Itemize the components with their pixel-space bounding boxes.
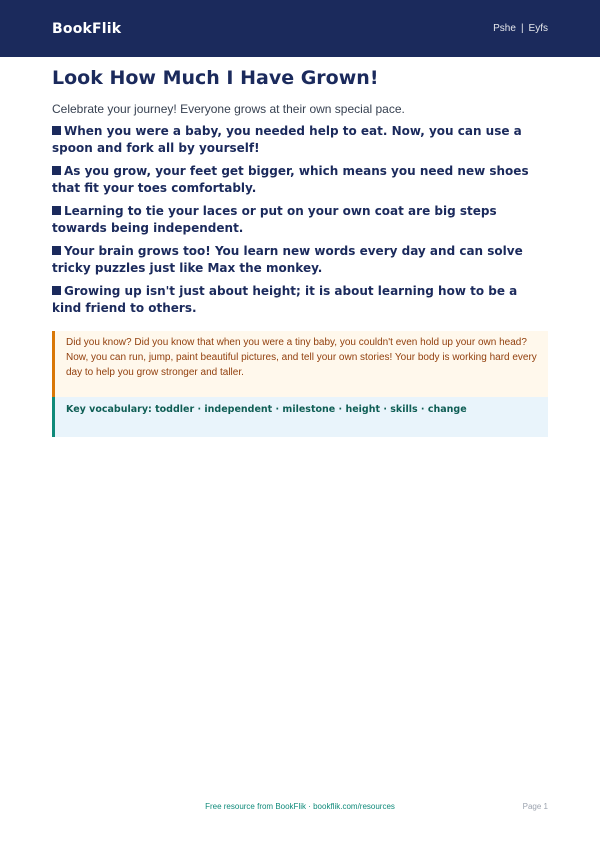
key-point-text: Your brain grows too! You learn new words every day and can solve tricky puzzles just like Max the monkey. (52, 244, 523, 275)
page-title: Look How Much I Have Grown! (52, 67, 379, 89)
key-point-text: Growing up isn't just about height; it is about learning how to be a kind friend to others. (52, 284, 518, 315)
page-header (0, 0, 600, 57)
key-point (52, 163, 548, 197)
footer-credit: Free resource from BookFlik · bookflik.com/resources (205, 802, 395, 811)
intro-text: Celebrate your journey! Everyone grows at their own special pace. (52, 102, 405, 116)
key-vocabulary-box: Key vocabulary: toddler · independent · milestone · height · skills · change (52, 397, 548, 437)
did-you-know-callout: Did you know? Did you know that when you were a tiny baby, you couldn't even hold up your own head? Now, you can run, jump, paint beautiful pictures, and tell your own stories! Your body is working hard every day to help you grow stronger and taller. (52, 331, 548, 397)
page-number: Page 1 (522, 802, 548, 811)
key-point-text: As you grow, your feet get bigger, which means you need new shoes that fit your toes comfortably. (52, 164, 529, 195)
square-bullet-icon (52, 246, 61, 255)
subject-label: Pshe (493, 23, 516, 34)
key-point (52, 123, 548, 157)
header-meta (493, 23, 548, 34)
square-bullet-icon (52, 286, 61, 295)
key-point-text: Learning to tie your laces or put on your own coat are big steps towards being independent. (52, 204, 497, 235)
key-point-text: When you were a baby, you needed help to eat. Now, you can use a spoon and fork all by yourself! (52, 124, 522, 155)
meta-separator: | (520, 23, 524, 34)
key-points-list (52, 123, 548, 317)
key-point (52, 243, 548, 277)
square-bullet-icon (52, 206, 61, 215)
square-bullet-icon (52, 166, 61, 175)
key-point (52, 283, 548, 317)
brand-logo: BookFlik (52, 20, 122, 37)
key-point (52, 203, 548, 237)
square-bullet-icon (52, 126, 61, 135)
level-label: Eyfs (528, 23, 548, 34)
main-content (52, 66, 548, 437)
